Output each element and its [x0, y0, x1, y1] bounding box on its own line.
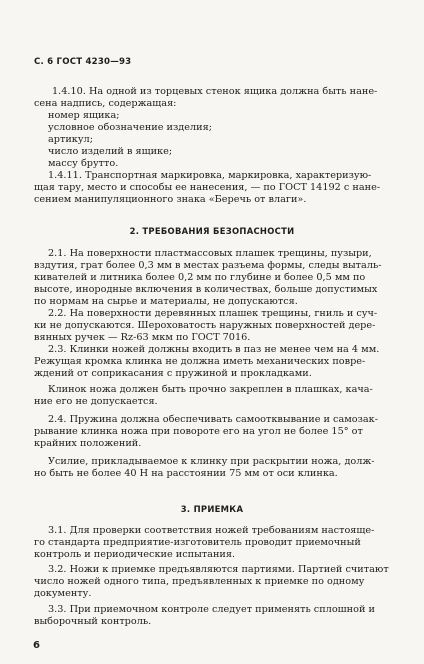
text-line: высоте, инородные включения в количествах, больше допустимых [34, 284, 378, 295]
text-line: щая тару, место и способы ее нанесения, — по ГОСТ 14192 с нане- [34, 182, 381, 193]
text-line: 3.1. Для проверки соответствия ножей требованиям настояще- [48, 525, 375, 536]
text-line: ние его не допускается. [34, 396, 158, 407]
text-line: ки не допускаются. Шероховатость наружных поверхностей дере- [34, 320, 376, 331]
text-line: сена надпись, содержащая: [34, 98, 177, 109]
text-line: число ножей одного типа, предъявленных к приемке по одному [34, 576, 365, 587]
text-line: го стандарта предприятие-изготовитель проводит приемочный [34, 537, 361, 548]
text-line: выборочный контроль. [34, 616, 152, 627]
section-heading: 3. ПРИЕМКА [180, 504, 244, 514]
text-line: 2.3. Клинки ножей должны входить в паз не менее чем на 4 мм. [48, 344, 380, 355]
page-number: 6 [33, 640, 40, 651]
text-line: 2.1. На поверхности пластмассовых плашек трещины, пузыри, [48, 248, 372, 259]
text-line: контроль и периодические испытания. [34, 549, 236, 560]
text-line: массу брутто. [48, 158, 119, 169]
text-line: 1.4.10. На одной из торцевых стенок ящика должна быть нане- [52, 86, 378, 97]
text-line: номер ящика; [48, 110, 120, 121]
text-line: вздутия, грат более 0,3 мм в местах разъема формы, следы выталь- [34, 260, 382, 271]
text-line: документу. [34, 588, 92, 599]
text-line: ждений от соприкасания с пружиной и прокладками. [34, 368, 312, 379]
text-line: 2.4. Пружина должна обеспечивать самоотквывание и самозак- [48, 414, 379, 425]
text-line: артикул; [48, 134, 93, 145]
section-heading: 2. ТРЕБОВАНИЯ БЕЗОПАСНОСТИ [129, 226, 295, 236]
text-line: кивателей и литника более 0,2 мм по глубине и более 0,5 мм по [34, 272, 366, 283]
text-line: Усилие, прикладываемое к клинку при раскрытии ножа, долж- [48, 456, 375, 467]
text-line: по нормам на сырье и материалы, не допускаются. [34, 296, 298, 307]
text-line: сением манипуляционного знака «Беречь от влаги». [34, 194, 307, 205]
text-line: 2.2. На поверхности деревянных плашек трещины, гниль и суч- [48, 308, 378, 319]
text-line: 1.4.11. Транспортная маркировка, маркировка, характеризую- [48, 170, 372, 181]
text-line: рывание клинка ножа при повороте его на угол не более 15° от [34, 426, 363, 437]
text-line: 3.3. При приемочном контроле следует применять сплошной и [48, 604, 375, 615]
text-line: но быть не более 40 Н на расстоянии 75 мм от оси клинка. [34, 468, 338, 479]
page-header: С. 6 ГОСТ 4230—93 [34, 57, 132, 67]
text-line: условное обозначение изделия; [48, 122, 212, 133]
text-line: вянных ручек — Rz-63 мкм по ГОСТ 7016. [34, 332, 251, 343]
text-line: 3.2. Ножи к приемке предъявляются партиями. Партией считают [48, 564, 389, 575]
text-line: Режущая кромка клинка не должна иметь механических повре- [34, 356, 366, 367]
text-line: Клинок ножа должен быть прочно закреплен в плашках, кача- [48, 384, 373, 395]
text-line: число изделий в ящике; [48, 146, 173, 157]
text-line: крайних положений. [34, 438, 142, 449]
